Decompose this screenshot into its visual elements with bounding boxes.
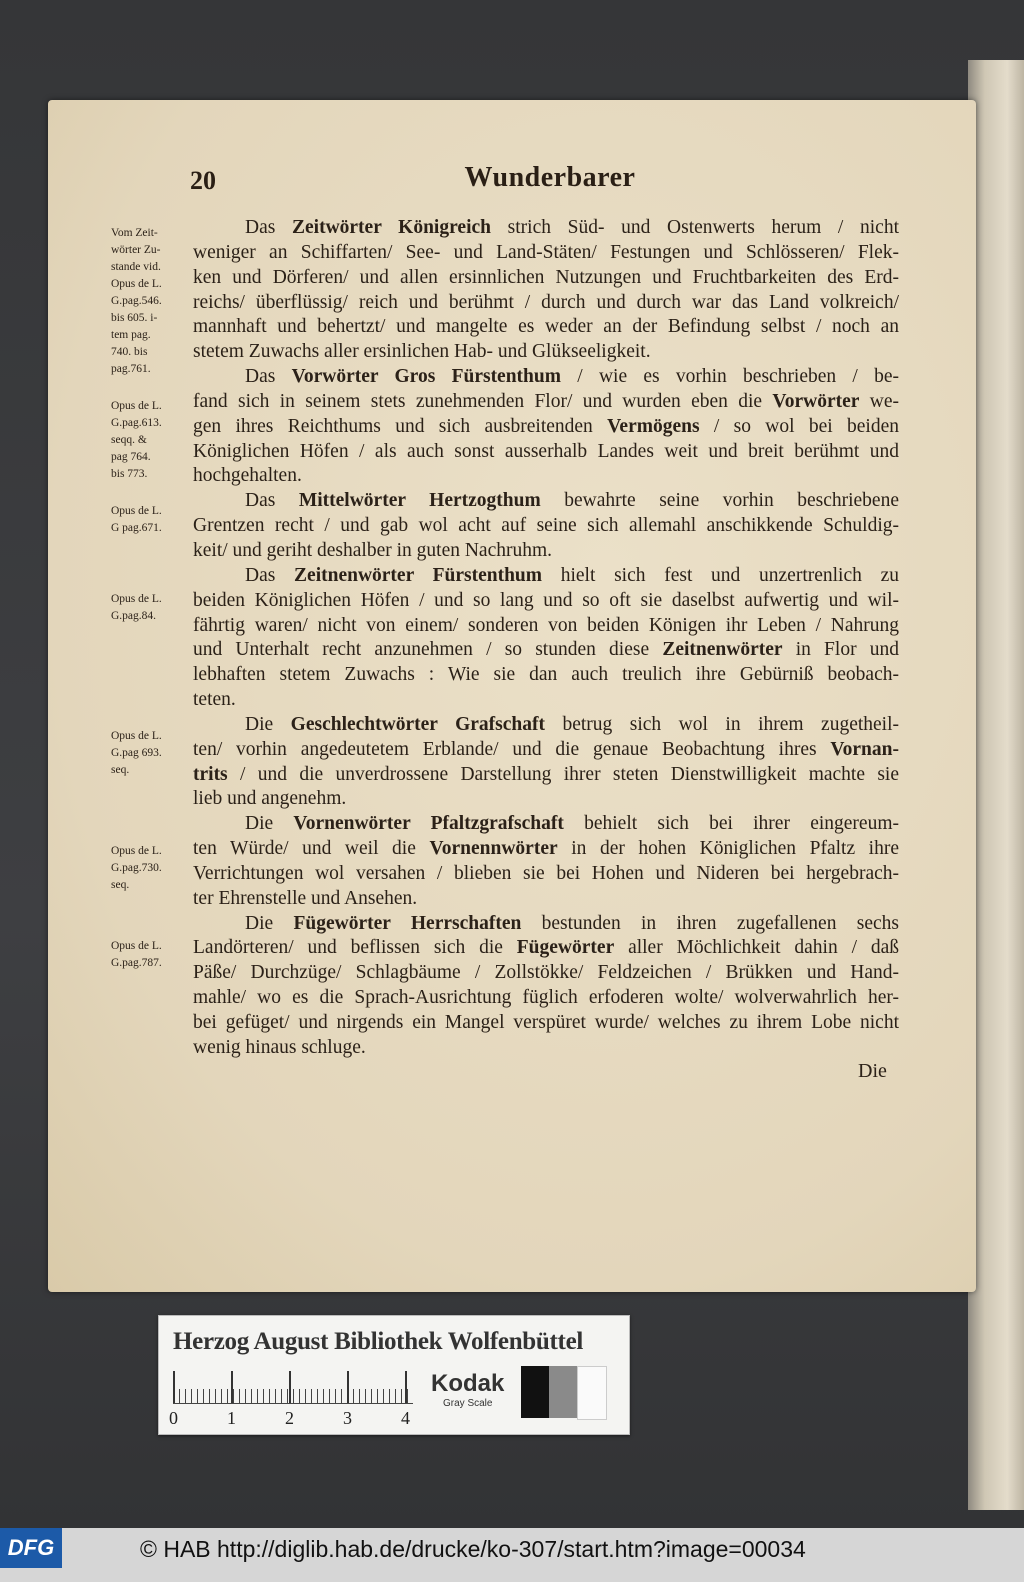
text-run: Königlichen Höfen / als auch sonst ausserhalb Landes weit und breit berühmt und xyxy=(193,440,899,462)
text-run: beiden Königlichen Höfen / und so lang und so oft sie daselbst aufwertig und wil- xyxy=(193,589,899,611)
text-run: ten Würde/ und weil die xyxy=(193,838,430,860)
margin-note-line: seqq. & xyxy=(111,434,147,446)
text-run: Die xyxy=(245,912,294,934)
ruler-number: 0 xyxy=(169,1408,178,1428)
text-line xyxy=(193,1036,899,1061)
margin-note-line: Opus de L. xyxy=(111,940,162,952)
text-line xyxy=(193,489,899,514)
bold-term: Vornennwörter xyxy=(429,838,558,860)
margin-note xyxy=(111,398,191,483)
dfg-logo: DFG xyxy=(0,1528,62,1568)
margin-note-line: Vom Zeit- xyxy=(111,227,158,239)
text-run: weniger an Schiffarten/ See- und Land-Stäten/ Festungen und Schlösseren/ Flek- xyxy=(193,241,899,263)
swatch-white xyxy=(577,1366,607,1420)
margin-note-line: Opus de L. xyxy=(111,730,162,742)
text-run: bei gefüget/ und nirgends ein Mangel verspüret wurde/ welches zu ihrem Lobe nicht xyxy=(193,1012,899,1033)
text-run: ken und Dörferen/ und allen ersinnlichen Nutzungen und Fruchtbarkeiten des Erd- xyxy=(193,266,899,288)
text-line xyxy=(193,440,899,465)
margin-note-line: pag.761. xyxy=(111,363,151,375)
text-run: teten. xyxy=(193,689,236,711)
footer-bar xyxy=(0,1528,1024,1582)
ruler-number: 3 xyxy=(343,1408,352,1428)
margin-note-line: seq. xyxy=(111,764,130,776)
margin-note-line: Opus de L. xyxy=(111,400,162,412)
text-run: Die xyxy=(245,813,294,835)
text-line xyxy=(193,216,899,241)
running-title: Wunderbarer xyxy=(464,162,636,193)
margin-note-line: bis 605. i- xyxy=(111,312,158,324)
text-line xyxy=(193,340,899,365)
margin-note-line: G.pag.787. xyxy=(111,957,162,969)
text-run: ten/ vorhin angedeutetem Erblande/ und die genaue Beobachtung ihres xyxy=(193,738,831,760)
text-line xyxy=(193,241,899,266)
text-line xyxy=(193,787,899,812)
ruler-number: 2 xyxy=(285,1408,294,1428)
text-run: Landörteren/ und beflissen sich die xyxy=(193,937,517,959)
copyright-link[interactable]: © HAB http://diglib.hab.de/drucke/ko-307/start.htm?image=00034 xyxy=(140,1536,806,1562)
margin-note-line: wörter Zu- xyxy=(111,244,161,256)
text-run: keit/ und geriht deshalber in guten Nachruhm. xyxy=(193,539,553,561)
swatch-gray xyxy=(549,1366,577,1418)
margin-note-line: tem pag. xyxy=(111,329,151,341)
gray-scale-label: Gray Scale xyxy=(443,1398,493,1409)
text-run: / so wol bei beiden xyxy=(699,415,899,437)
text-run: mannhaft und behertzt/ und mangelte es weder an der Befindung selbst / noch an xyxy=(193,316,899,338)
text-line xyxy=(193,315,899,340)
margin-note-line: pag 764. xyxy=(111,451,151,463)
margin-note-line: bis 773. xyxy=(111,468,148,480)
facing-page-edge xyxy=(968,60,1024,1510)
margin-note-line: Opus de L. xyxy=(111,505,162,517)
page-number: 20 xyxy=(190,166,216,195)
text-line xyxy=(193,514,899,539)
text-run: Das xyxy=(245,366,292,388)
bold-term: Mittelwörter Hertzogthum xyxy=(298,490,541,512)
text-run: betrug sich wol in ihrem zugetheil- xyxy=(544,713,899,735)
text-line xyxy=(193,464,899,489)
text-line xyxy=(193,912,899,937)
text-run: / und die unverdrossene Darstellung ihrer steten Dienstwilligkeit machte sie xyxy=(227,763,899,785)
ruler-number: 1 xyxy=(227,1408,236,1428)
margin-note-line: Opus de L. xyxy=(111,845,162,857)
text-run: fand sich in seinem stets zunehmenden Flor/ und wurden eben die xyxy=(193,390,773,412)
text-run: hielt sich fest und unzertrenlich zu xyxy=(542,564,899,586)
margin-note-line: G.pag.546. xyxy=(111,295,162,307)
text-run: lebhaften stetem Zuwachs : Wie sie dan auch treulich ihre Gebürniß beobach- xyxy=(193,664,899,686)
bold-term: trits xyxy=(193,763,228,785)
swatch-black xyxy=(521,1366,549,1418)
ruler xyxy=(173,1371,413,1404)
text-line xyxy=(193,415,899,440)
text-run: behielt sich bei ihrer eingereum- xyxy=(563,813,899,835)
body-text xyxy=(193,216,899,1061)
margin-note xyxy=(111,591,191,625)
text-run: bewahrte seine vorhin beschriebene xyxy=(540,490,899,512)
margin-note xyxy=(111,843,191,894)
text-line xyxy=(193,365,899,390)
text-run: reichs/ überflüssig/ reich und berühmt / durch und durch war das Land volkreich/ xyxy=(193,291,899,313)
bold-term: Zeitnenwörter xyxy=(662,639,783,661)
text-run: / wie es vorhin beschrieben / be- xyxy=(561,366,899,388)
ruler-number: 4 xyxy=(401,1408,410,1428)
text-line xyxy=(193,812,899,837)
color-scale-card xyxy=(158,1315,630,1435)
text-run: Grentzen recht / und gab wol acht auf seine sich allemahl anschikkende Schuldig- xyxy=(193,515,899,537)
text-run: ter Ehrenstelle und Ansehen. xyxy=(193,887,418,909)
bold-term: Zeitwörter Königreich xyxy=(292,217,491,238)
text-line xyxy=(193,713,899,738)
margin-note-line: G.pag.613. xyxy=(111,417,162,429)
bold-term: Geschlechtwörter Grafschaft xyxy=(290,713,545,735)
bold-term: Vornenwörter Pfaltzgrafschaft xyxy=(293,813,564,835)
text-run: stetem Zuwachs aller ersinlichen Hab- und Glükseeligkeit. xyxy=(193,341,651,363)
bold-term: Zeitnenwörter Fürstenthum xyxy=(294,564,543,586)
text-line xyxy=(193,887,899,912)
text-run: hochgehalten. xyxy=(193,465,302,487)
bold-term: Vorwörter xyxy=(772,390,860,412)
bold-term: Vermögens xyxy=(607,415,700,437)
text-line xyxy=(193,738,899,763)
margin-note-line: 740. bis xyxy=(111,346,148,358)
text-line xyxy=(193,688,899,713)
text-line xyxy=(193,862,899,887)
margin-note xyxy=(111,938,191,972)
text-run: in Flor und xyxy=(782,639,899,661)
text-line xyxy=(193,539,899,564)
text-run: strich Süd- und Ostenwerts herum / nicht xyxy=(490,217,899,238)
text-run: Das xyxy=(245,217,292,238)
bold-term: Fügewörter xyxy=(516,937,615,959)
text-run: fährtig waren/ nicht von einem/ sonderen von beiden Königen ihr Leben / Nahrung xyxy=(193,614,899,636)
text-run: in der hohen Königlichen Pfaltz ihre xyxy=(557,838,899,860)
text-run: Das xyxy=(245,490,299,512)
margin-note xyxy=(111,225,191,378)
text-line xyxy=(193,763,899,788)
text-run: aller Möchlichkeit dahin / daß xyxy=(614,937,899,959)
text-run: bestunden in ihren zugefallenen sechs xyxy=(521,912,899,934)
text-line xyxy=(193,564,899,589)
margin-note-line: G.pag 693. xyxy=(111,747,162,759)
bold-term: Fügewörter Herrschaften xyxy=(293,912,522,934)
text-run: Verrichtungen wol versahen / blieben sie bei Hohen und Nideren bei hergebrach- xyxy=(193,862,899,884)
text-run: gen ihres Reichthums und sich ausbreitenden xyxy=(193,415,608,437)
text-line xyxy=(193,1011,899,1036)
margin-note-line: G.pag.84. xyxy=(111,610,157,622)
text-line xyxy=(193,291,899,316)
text-line xyxy=(193,266,899,291)
text-run: we- xyxy=(859,390,899,412)
catchword: Die xyxy=(858,1060,887,1082)
margin-note-line: G pag.671. xyxy=(111,522,162,534)
text-line xyxy=(193,589,899,614)
text-line xyxy=(193,837,899,862)
bold-term: Vorwörter Gros Fürstenthum xyxy=(291,366,561,388)
text-run: Päße/ Durchzüge/ Schlagbäume / Zollstökke/ Feldzeichen / Brükken und Hand- xyxy=(193,962,899,984)
text-run: Die xyxy=(245,713,291,735)
text-run: Das xyxy=(245,564,295,586)
card-title: Herzog August Bibliothek Wolfenbüttel xyxy=(173,1328,584,1355)
margin-note xyxy=(111,728,191,779)
text-line xyxy=(193,614,899,639)
text-run: mahle/ wo es die Sprach-Ausrichtung füglich erfoderen wolte/ wolverwahrlich her- xyxy=(193,987,899,1009)
text-line xyxy=(193,638,899,663)
text-run: und Unterhalt recht anzunehmen / so stunden diese xyxy=(193,639,663,661)
margin-note-line: stande vid. xyxy=(111,261,161,273)
text-line xyxy=(193,936,899,961)
margin-note-line: Opus de L. xyxy=(111,593,162,605)
text-run: wenig hinaus schluge. xyxy=(193,1036,366,1058)
text-line xyxy=(193,663,899,688)
text-line xyxy=(193,961,899,986)
margin-note-line: G.pag.730. xyxy=(111,862,162,874)
margin-note xyxy=(111,503,191,537)
margin-note-line: seq. xyxy=(111,879,130,891)
bold-term: Vornan- xyxy=(830,738,899,760)
kodak-logo: Kodak xyxy=(431,1370,505,1397)
text-run: lieb und angenehm. xyxy=(193,788,347,810)
margin-note-line: Opus de L. xyxy=(111,278,162,290)
text-line xyxy=(193,390,899,415)
text-line xyxy=(193,986,899,1011)
